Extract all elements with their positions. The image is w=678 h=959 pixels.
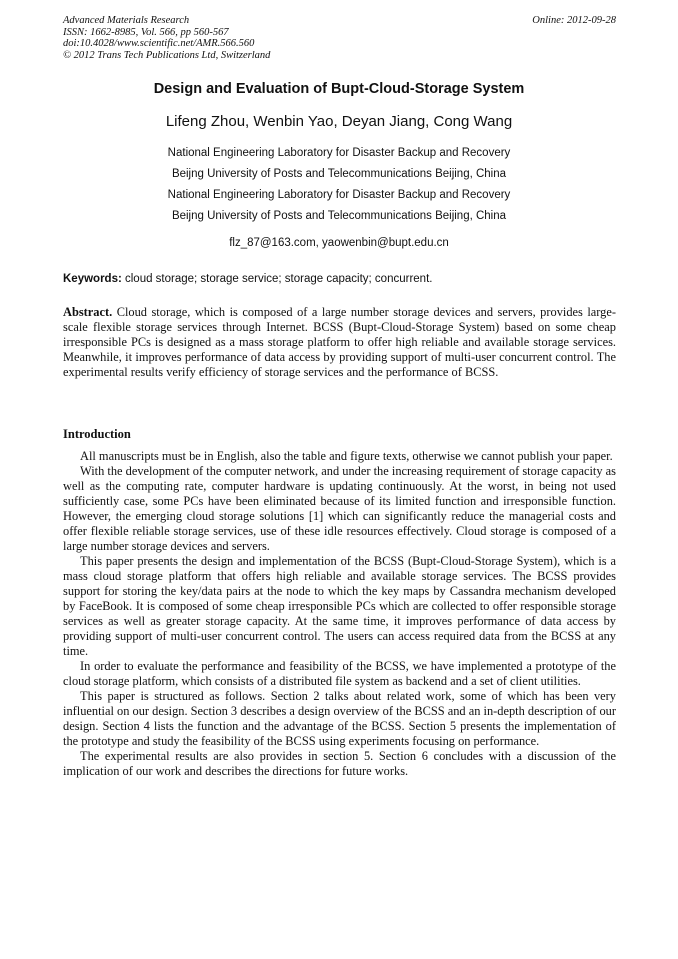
paragraph: All manuscripts must be in English, also the table and figure texts, otherwise we cannot publish your paper. <box>80 449 613 463</box>
paragraph: This paper is structured as follows. Section 2 talks about related work, some of which has been very influential on our design. Section 3 describes a design overview of the BCSS and an in-depth description of our design. Section 4 lists the function and the advantage of the BCSS. Section 5 presents the implementation of the prototype and study the feasibility of the BCSS using experiments focusing on performance. <box>63 689 616 748</box>
online-date: Online: 2012-09-28 <box>532 15 616 26</box>
keywords-text: cloud storage; storage service; storage capacity; concurrent. <box>121 273 433 285</box>
affiliation-line: National Engineering Laboratory for Disaster Backup and Recovery <box>167 147 511 159</box>
paper-title: Design and Evaluation of Bupt-Cloud-Storage System <box>153 81 525 97</box>
affiliation-line: National Engineering Laboratory for Disaster Backup and Recovery <box>167 189 511 201</box>
abstract-text: Cloud storage, which is composed of a large number storage devices and servers, provides large-scale flexible storage services through Internet. BCSS (Bupt-Cloud-Storage System) based on some cheap irresponsible PCs is designed as a mass storage platform to offer high reliable and available storage services. Meanwhile, it improves performance of data access by providing support of multi-user concurrent control. The experimental results verify efficiency of storage services and the performance of BCSS. <box>63 305 616 379</box>
copyright-line: © 2012 Trans Tech Publications Ltd, Switzerland <box>63 49 271 61</box>
author-email: flz_87@163.com, yaowenbin@bupt.edu.cn <box>229 237 449 249</box>
paragraph: With the development of the computer network, and under the increasing requirement of storage capacity as well as the computing rate, computer hardware is updating continuously. At the worst, in being not used sufficiently case, some PCs have been eliminated because of its limited function and irresponsible function. However, the emerging cloud storage solutions [1] which can significantly reduce the managerial costs and offer flexible reliable storage services, use of these idle resources effectively. Cloud storage is composed of a large number storage devices and servers. <box>63 464 616 553</box>
keywords <box>63 273 616 285</box>
journal-header <box>63 15 616 61</box>
issn-line: ISSN: 1662-8985, Vol. 566, pp 560-567 <box>63 26 229 38</box>
abstract-label: Abstract. <box>63 305 113 319</box>
affiliation-line: Beijng University of Posts and Telecommunications Beijing, China <box>171 168 507 180</box>
paragraph: In order to evaluate the performance and feasibility of the BCSS, we have implemented a prototype of the cloud storage platform, which consists of a distributed file system as backend and a set of client utilities. <box>63 659 616 688</box>
doi-line: doi:10.4028/www.scientific.net/AMR.566.560 <box>63 38 255 49</box>
abstract <box>63 305 616 380</box>
section-heading-introduction: Introduction <box>63 427 131 441</box>
keywords-label: Keywords: <box>63 273 122 285</box>
author-list: Lifeng Zhou, Wenbin Yao, Deyan Jiang, Cong Wang <box>165 113 513 130</box>
paragraph: The experimental results are also provides in section 5. Section 6 concludes with a discussion of the implication of our work and describes the directions for future works. <box>63 749 616 778</box>
introduction-body <box>63 449 616 779</box>
affiliation-line: Beijng University of Posts and Telecommunications Beijing, China <box>171 210 507 222</box>
paragraph: This paper presents the design and implementation of the BCSS (Bupt-Cloud-Storage System), which is a mass cloud storage platform that offers high reliable and available storage services. The BCSS provides support for storing the key/data pairs at the node to which the key maps by Cassandra mechanism developed by FaceBook. It is composed of some cheap irresponsible PCs which are collected to offer responsible storage services as well as greater storage capacity. At the same time, it improves performance of data access by providing support of multi-user concurrent control. The users can access required data from the BCSS at any time. <box>63 554 616 658</box>
journal-name: Advanced Materials Research <box>63 15 190 26</box>
